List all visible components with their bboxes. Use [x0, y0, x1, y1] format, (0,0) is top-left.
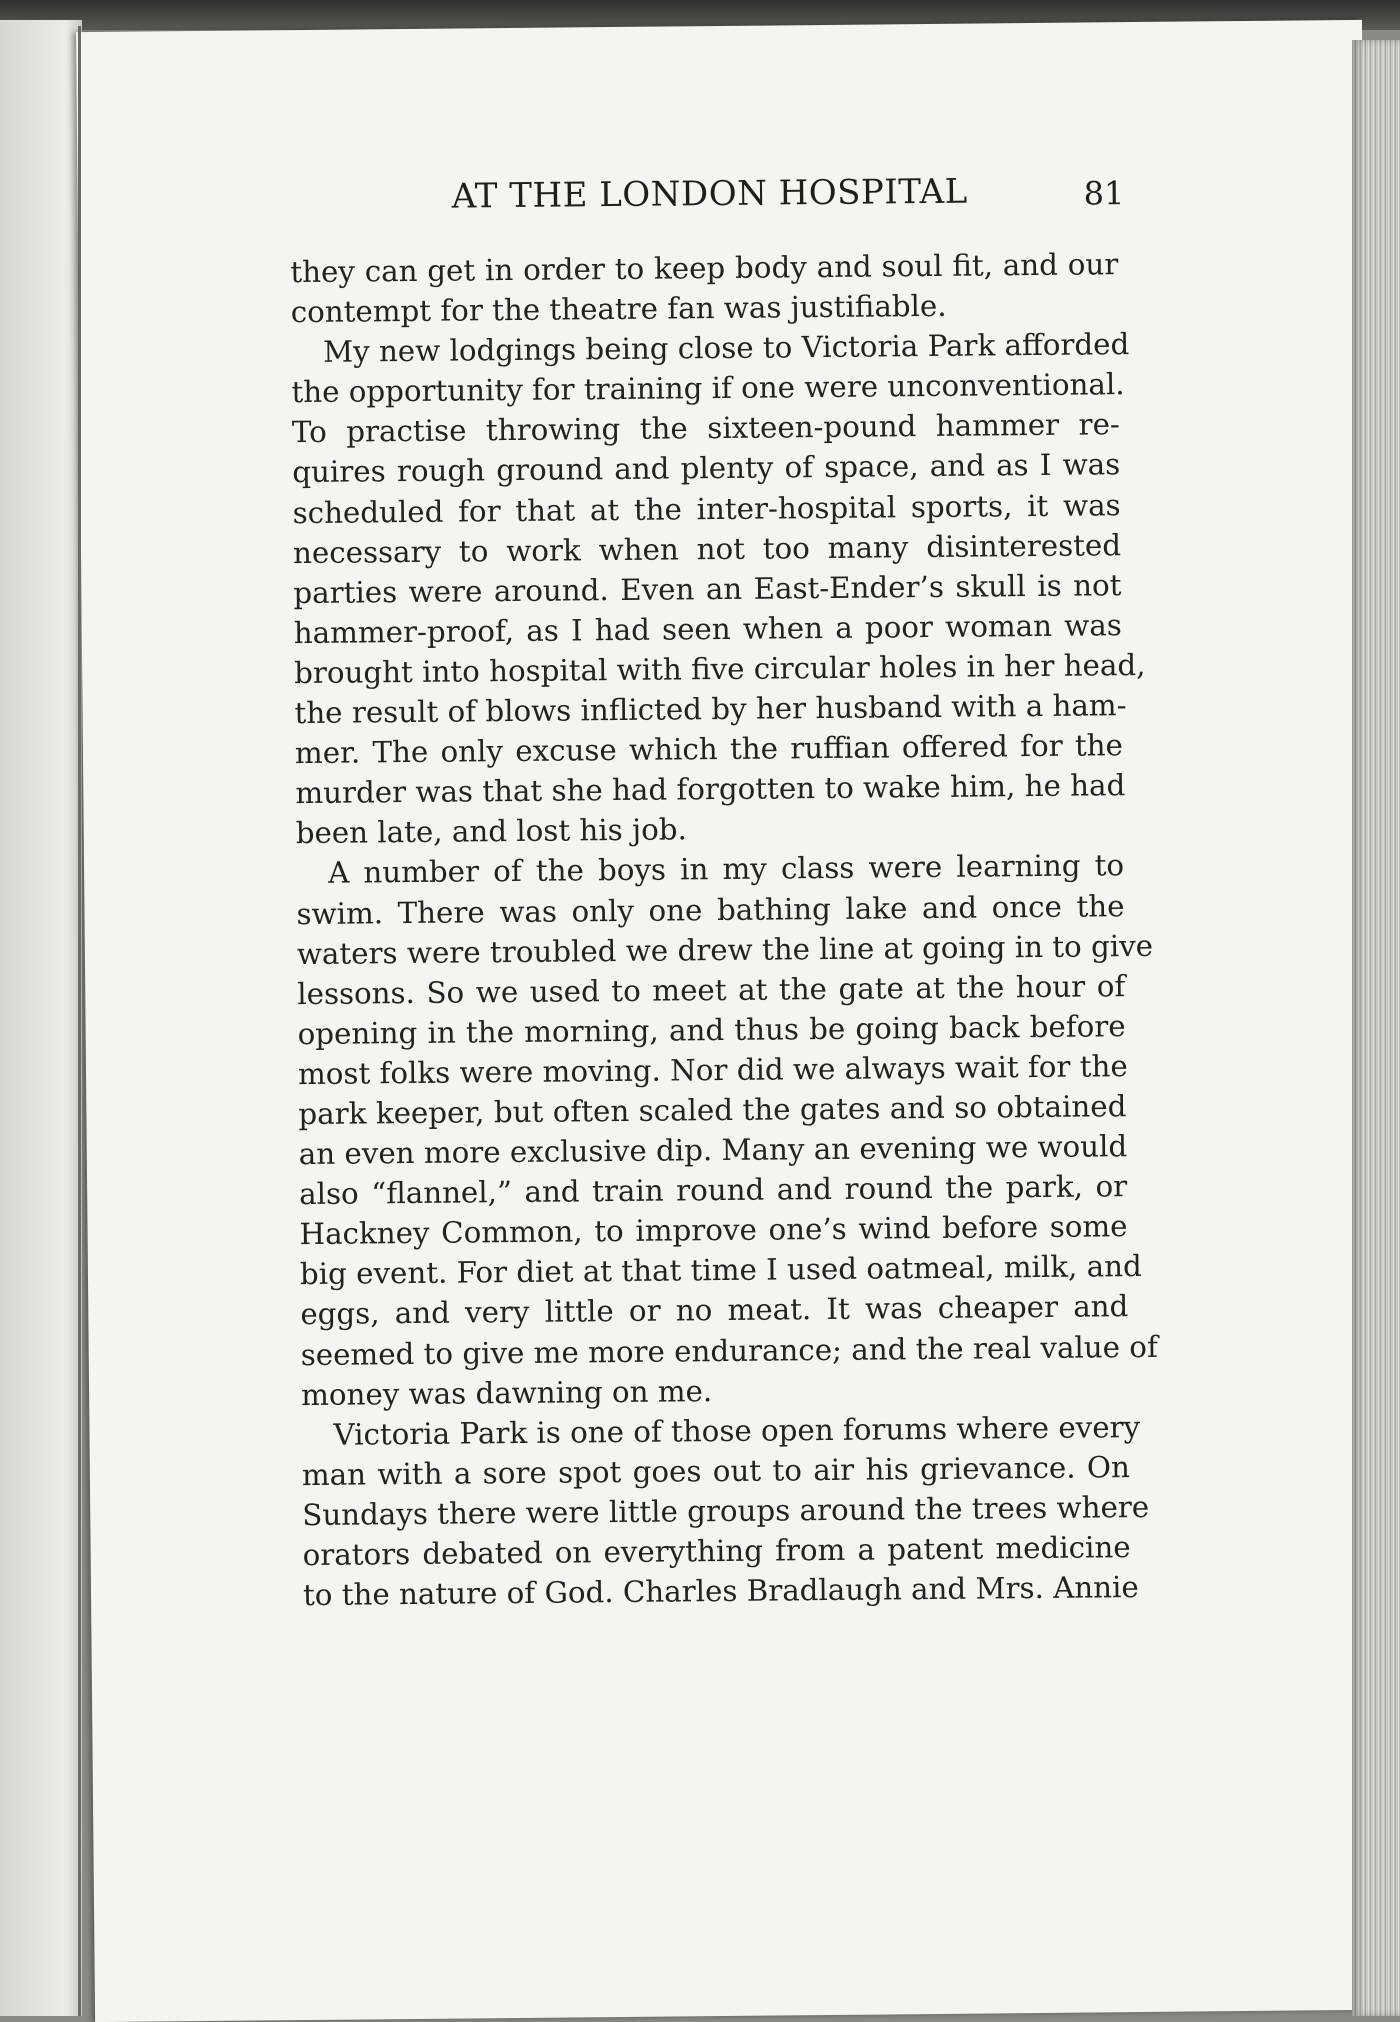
- text-line: scheduled for that at the inter-hospital sports, it was: [292, 487, 1121, 530]
- text-line: murder was that she had forgotten to wake him, he had: [295, 768, 1126, 811]
- text-line: parties were around. Even an East-Ender’s skull is not: [293, 567, 1122, 610]
- text-line: most folks were moving. Nor did we always wait for the: [297, 1049, 1128, 1091]
- page-number: 81: [1083, 174, 1125, 213]
- text-line: To practise throwing the sixteen-pound hammer re-: [291, 407, 1121, 450]
- running-head: [367, 170, 1128, 237]
- text-line: contempt for the theatre fan was justifiable.: [290, 288, 947, 330]
- text-line: Sundays there were little groups around the trees where: [302, 1489, 1150, 1532]
- paragraph: [291, 324, 1146, 853]
- paragraph: [301, 1407, 1150, 1615]
- paragraph: [296, 846, 1158, 1415]
- book-page: [76, 20, 1381, 2022]
- text-line: an even more exclusive dip. Many an evening we would: [298, 1129, 1128, 1172]
- text-line: eggs, and very little or no meat. It was cheaper and: [300, 1289, 1129, 1332]
- page-stack-edges: [1352, 40, 1400, 2016]
- text-line: orators debated on everything from a patent medicine: [302, 1530, 1131, 1573]
- text-line: brought into hospital with five circular holes in her head,: [294, 647, 1146, 691]
- body-text: [290, 244, 1158, 1615]
- text-line: park keeper, but often scaled the gates and so obtained: [298, 1089, 1127, 1132]
- text-line: mer. The only excuse which the ruffian offered for the: [294, 728, 1124, 771]
- text-line: to the nature of God. Charles Bradlaugh and Mrs. Annie: [302, 1570, 1139, 1613]
- text-line: A number of the boys in my class were learning to: [327, 848, 1125, 891]
- text-line: man with a sore spot goes out to air his grievance. On: [301, 1449, 1131, 1492]
- binding-edge: [78, 26, 81, 2016]
- text-line: big event. For diet at that time I used oatmeal, milk, and: [299, 1249, 1142, 1292]
- text-line: the result of blows inflicted by her husband with a ham-: [294, 688, 1127, 731]
- text-line: My new lodgings being close to Victoria Park afforded: [322, 327, 1130, 370]
- text-line: seemed to give me more endurance; and the real value of: [300, 1329, 1158, 1372]
- text-line: the opportunity for training if one were unconventional.: [291, 367, 1125, 410]
- text-line: quires rough ground and plenty of space, and as I was: [292, 447, 1121, 490]
- facing-page-edge: [0, 20, 82, 2016]
- text-line: money was dawning on me.: [300, 1373, 713, 1412]
- text-line: waters were troubled we drew the line at going in to give: [296, 928, 1154, 971]
- text-line: Hackney Common, to improve one’s wind before some: [299, 1209, 1128, 1252]
- text-line: Victoria Park is one of those open forums where every: [333, 1409, 1141, 1452]
- text-line: lessons. So we used to meet at the gate at the hour of: [297, 968, 1126, 1011]
- text-line: swim. There was only one bathing lake and once the: [296, 888, 1125, 931]
- text-line: been late, and lost his job.: [295, 812, 687, 851]
- text-line: they can get in order to keep body and soul fit, and our: [290, 247, 1119, 290]
- paragraph: [290, 244, 1119, 332]
- running-head-title: AT THE LONDON HOSPITAL: [451, 171, 968, 217]
- text-line: necessary to work when not too many disinterested: [292, 527, 1122, 570]
- text-line: also “flannel,” and train round and round the park, or: [299, 1169, 1128, 1212]
- text-line: hammer-proof, as I had seen when a poor woman was: [293, 608, 1122, 650]
- text-line: opening in the morning, and thus be going back before: [297, 1008, 1126, 1051]
